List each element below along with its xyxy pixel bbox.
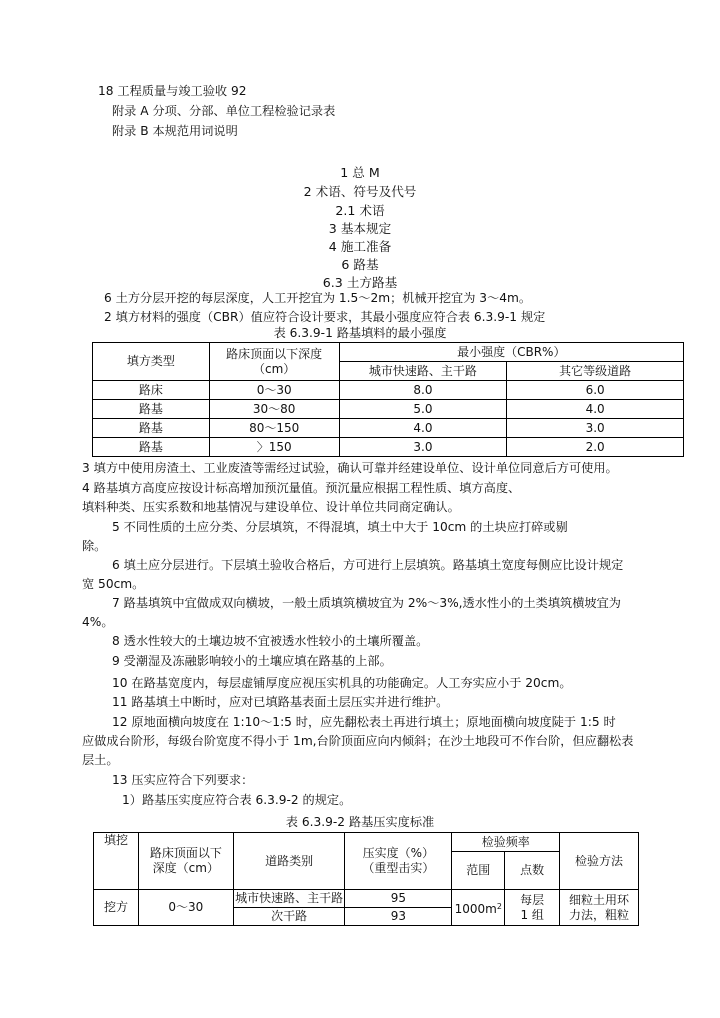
table-row: 挖方 0～30 城市快速路、主干路 95 $1000m^2$ 每层 1 组 细粒土用环 力法，粗粒 xyxy=(94,890,639,908)
para-3: 3 填方中使用房渣土、工业废渣等需经过试验，确认可靠并经建设单位、设计单位同意后方可使用。 xyxy=(82,461,618,475)
para-5-line-2: 除。 xyxy=(82,539,107,553)
toc-line-1: 18 工程质量与竣工验收 92 xyxy=(98,84,247,98)
para-12-line-2: 应做成台阶形，每级台阶宽度不得小于 1m,台阶顶面应向内倾斜；在沙土地段可不作台阶，但应翻松表 xyxy=(82,734,634,748)
table-row: 路基 〉150 3.0 2.0 xyxy=(93,438,684,457)
para-4-line-1: 4 路基填方高度应按设计标高增加预沉量值。预沉量应根据工程性质、填方高度、 xyxy=(82,481,521,495)
para-8: 8 透水性较大的土壤边坡不宜被透水性较小的土壤所覆盖。 xyxy=(112,634,429,648)
table2-header-points: 点数 xyxy=(505,852,560,890)
table-row: 路床 0～30 8.0 6.0 xyxy=(93,381,684,400)
para-13-item-1: 1）路基压实度应符合表 6.3.9-2 的规定。 xyxy=(122,793,352,807)
toc-line-3: 附录 B 本规范用词说明 xyxy=(112,124,238,138)
heading-2: 2 术语、符号及代号 xyxy=(303,184,417,199)
table2-header-road: 道路类别 xyxy=(233,833,345,890)
table1-header-city: 城市快速路、主干路 xyxy=(339,362,507,381)
table1-header-other: 其它等级道路 xyxy=(507,362,684,381)
para-7-line-2: 4%。 xyxy=(82,615,114,629)
heading-1: 1 总 M xyxy=(340,165,380,180)
para-6-line-2: 宽 50cm。 xyxy=(82,577,145,591)
table2-caption: 表 6.3.9-2 路基压实度标准 xyxy=(285,815,435,829)
para-5-line-1: 5 不同性质的土应分类、分层填筑，不得混填，填土中大于 10cm 的土块应打碎或剔 xyxy=(112,520,568,534)
para-12-line-1: 12 原地面横向坡度在 1:10～1:5 时，应先翻松表土再进行填土；原地面横向坡度陡于 1:5 时 xyxy=(112,715,616,729)
heading-4: 3 基本规定 xyxy=(328,221,392,236)
para-12-line-3: 层土。 xyxy=(82,753,119,767)
table2-header-frequency: 检验频率 xyxy=(452,833,560,852)
table2-header-range: 范围 xyxy=(452,852,505,890)
heading-6: 6 路基 xyxy=(341,257,379,272)
table2-header-fill: 填挖 xyxy=(94,833,139,890)
para-7-line-1: 7 路基填筑中宜做成双向横坡，一般土质填筑横坡宜为 2%～3%,透水性小的土类填筑横坡宜为 xyxy=(112,596,621,610)
heading-3: 2.1 术语 xyxy=(335,203,385,218)
table-row: 次干路 93 xyxy=(94,908,639,926)
table2-header-compaction: 压实度（%） （重型击实） xyxy=(345,833,452,890)
para-9: 9 受潮湿及冻融影响较小的土壤应填在路基的上部。 xyxy=(112,654,392,668)
heading-7: 6.3 土方路基 xyxy=(322,275,398,290)
para-10: 10 在路基宽度内，每层虚铺厚度应视压实机具的功能确定。人工夯实应小于 20cm。 xyxy=(112,676,572,690)
para-6-line-1: 6 填土应分层进行。下层填土验收合格后，方可进行上层填筑。路基填土宽度每侧应比设计规定 xyxy=(112,558,624,572)
table2-header-depth: 路床顶面以下 深度（cm） xyxy=(138,833,233,890)
para-11: 11 路基填土中断时，应对已填路基表面土层压实并进行维护。 xyxy=(112,695,449,709)
intro-para-1: 6 土方分层开挖的每层深度，人工开挖宜为 1.5～2m；机械开挖宜为 3～4m。 xyxy=(104,291,532,305)
para-13: 13 压实应符合下列要求： xyxy=(112,773,254,787)
table2-range-cell: $1000m^2$ xyxy=(452,890,505,926)
table-row: 路基 30～80 5.0 4.0 xyxy=(93,400,684,419)
table1-header-depth: 路床顶面以下深度 （cm） xyxy=(209,343,339,381)
heading-5: 4 施工准备 xyxy=(328,239,392,254)
min-strength-table xyxy=(92,342,684,457)
table2-header-method: 检验方法 xyxy=(560,833,639,890)
toc-line-2: 附录 A 分项、分部、单位工程检验记录表 xyxy=(112,104,336,118)
table-row: 路基 80～150 4.0 3.0 xyxy=(93,419,684,438)
compaction-table xyxy=(93,832,639,926)
table1-header-strength: 最小强度（CBR%） xyxy=(339,343,683,362)
para-4-line-2: 填料种类、压实系数和地基情况与建设单位、设计单位共同商定确认。 xyxy=(82,500,460,514)
table1-header-type: 填方类型 xyxy=(93,343,210,381)
intro-para-2: 2 填方材料的强度（CBR）值应符合设计要求，其最小强度应符合表 6.3.9-1 规定 xyxy=(104,310,546,324)
table1-caption: 表 6.3.9-1 路基填料的最小强度 xyxy=(273,326,447,340)
